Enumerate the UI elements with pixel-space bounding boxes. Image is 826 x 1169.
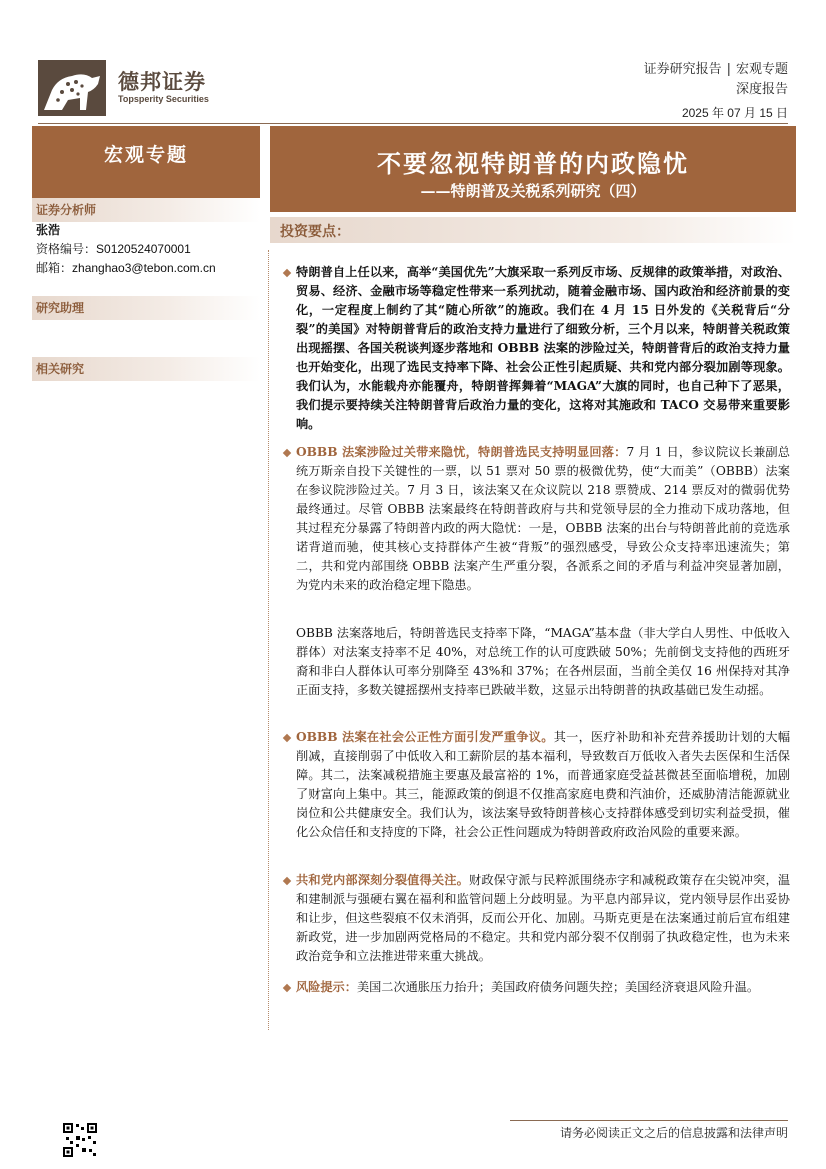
cert-number: S0120524070001 (96, 242, 191, 256)
bullet-icon (283, 984, 291, 992)
analyst-name: 张浩 (36, 223, 61, 237)
report-category: 宏观专题 (735, 62, 788, 77)
section-label: 宏观专题 (103, 144, 188, 166)
analyst-cert (36, 240, 191, 259)
key-points-label: 投资要点： (280, 224, 350, 240)
title-band (270, 126, 796, 212)
cert-label: 资格编号： (36, 242, 97, 256)
report-subtype: 深度报告 (735, 82, 788, 97)
page-title: 不要忽视特朗普的内政隐忧 (377, 149, 689, 178)
email-link[interactable]: zhanghao3@tebon.com.cn (72, 261, 216, 275)
brand-name-cn: 德邦证券 (118, 70, 206, 94)
obbb-support-body: 7 月 1 日，参议院议长兼副总统万斯亲自投下关键性的一票，以 51 票对 50 票的极微优势，使“大而美”（OBBB）法案在参议院涉险过关。7 月 3 日，该法案又在众议院以 218 票赞成、214 票反对的微弱优势最终通过。尽管 OBBB 法案最终在特朗普政府与共和党领导层的全力推动下成功落地，但其过程充分暴露了特朗普内政的两大隐忧：一是，OBBB 法案的出台与特朗普此前的竞选承诺背道而驰，使其核心支持群体产生被“背叛”的强烈感受，导致公众支持率迅速流失；第二，共和党内部围绕 OBBB 法案产生严重分裂，各派系之间的矛盾与利益冲突显著加剧，为党内未来的政治稳定埋下隐患。 (296, 445, 790, 592)
analyst-email (36, 259, 216, 278)
gop-split-paragraph (296, 871, 790, 966)
report-meta (644, 60, 788, 100)
related-heading: 相关研究 (32, 357, 260, 381)
gop-split-lead: 共和党内部深刻分裂值得关注。 (296, 873, 469, 887)
bullet-icon (283, 877, 291, 885)
bullet-icon (283, 269, 291, 277)
social-justice-body: 其一，医疗补助和补充营养援助计划的大幅削减，直接削弱了中低收入和工薪阶层的基本福利，导致数百万低收入者失去医保和生活保障。其二，法案减税措施主要惠及最富裕的 1%，而普通家庭受益甚微甚至面临增税，加剧了财富向上集中。其三，能源政策的倒退不仅推高家庭电费和汽油价，还威胁清洁能源就业岗位和公共健康安全。我们认为，该法案导致特朗普核心支持群体感受到切实利益受损，催化公众信任和支持度的下降，社会公正性问题成为特朗普政府政治风险的重要来源。 (296, 730, 791, 839)
bullet-icon (283, 734, 291, 742)
column-divider (268, 250, 269, 1030)
meta-separator: | (726, 62, 731, 77)
brand-name-en: Topsperity Securities (118, 94, 209, 104)
obbb-support-paragraph (296, 443, 790, 595)
social-justice-paragraph (296, 728, 790, 842)
risk-paragraph (296, 978, 790, 997)
social-justice-lead: OBBB 法案在社会公正性方面引发严重争议。 (296, 730, 554, 744)
assistant-heading: 研究助理 (32, 296, 260, 320)
footer-disclaimer: 请务必阅读正文之后的信息披露和法律声明 (559, 1126, 788, 1140)
bullet-icon (283, 449, 291, 457)
risk-body: 美国二次通胀压力抬升；美国政府债务问题失控；美国经济衰退风险升温。 (356, 980, 760, 994)
footer-divider (510, 1120, 788, 1121)
email-label: 邮箱： (36, 261, 73, 275)
page-subtitle: ——特朗普及关税系列研究（四） (420, 182, 646, 200)
brand-logo (38, 60, 218, 118)
report-type: 证券研究报告 (643, 62, 722, 77)
header-divider (38, 123, 788, 124)
voter-support-paragraph: OBBB 法案落地后，特朗普选民支持率下降，“MAGA”基本盘（非大学白人男性、中低收入群体）对法案支持率不足 40%，对总统工作的认可度跌破 50%；先前倒戈支持他的西班牙裔和非白人群体认可率分别降至 43%和 37%；在各州层面，当前全美仅 16 州保持对其净正面支持，多数关键摇摆州支持率已跌破半数，这显示出特朗普的执政基础已发生动摇。 (296, 626, 790, 697)
analyst-heading: 证券分析师 (32, 198, 260, 222)
risk-lead: 风险提示： (296, 980, 357, 994)
key-points-bar (270, 217, 796, 243)
obbb-support-lead: OBBB 法案涉险过关带来隐忧，特朗普选民支持明显回落： (296, 445, 627, 459)
summary-paragraph: 特朗普自上任以来，高举“美国优先”大旗采取一系列反市场、反规律的政策举措，对政治、贸易、经济、金融市场等稳定性带来一系列扰动，随着金融市场、国内政治和经济前景的变化，一定程度上制约了其“随心所欲”的施政。我们在 4 月 15 日外发的《关税背后“分裂”的美国》对特朗普背后的政治支持力量进行了细致分析，三个月以来，特朗普关税政策出现摇摆、各国关税谈判逐步落地和 OBBB 法案的涉险过关，特朗普背后的政治支持力量也开始变化，出现了选民支持率下降、社会公正性引起质疑、共和党内部分裂加剧等现象。我们认为，水能载舟亦能覆舟，特朗普挥舞着“MAGA”大旗的同时，也自己种下了恶果，我们提示要持续关注特朗普背后政治力量的变化，这将对其施政和 TACO 交易带来重要影响。 (296, 265, 790, 431)
qr-code-icon (62, 1122, 98, 1158)
leopard-logo-icon (38, 60, 106, 116)
gop-split-body: 财政保守派与民粹派围绕赤字和减税政策存在尖锐冲突，温和建制派与强硬右翼在福利和监管问题上分歧明显。为平息内部异议，党内领导层作出妥协和让步，但这些裂痕不仅未消弭，反而公开化、加剧。马斯克更是在法案通过前后宣布组建新政党，进一步加剧两党格局的不稳定。共和党内部分裂不仅削弱了执政稳定性，也为未来政治竞争和立法推进带来重大挑战。 (296, 873, 791, 963)
report-date: 2025 年 07 月 15 日 (681, 106, 788, 120)
